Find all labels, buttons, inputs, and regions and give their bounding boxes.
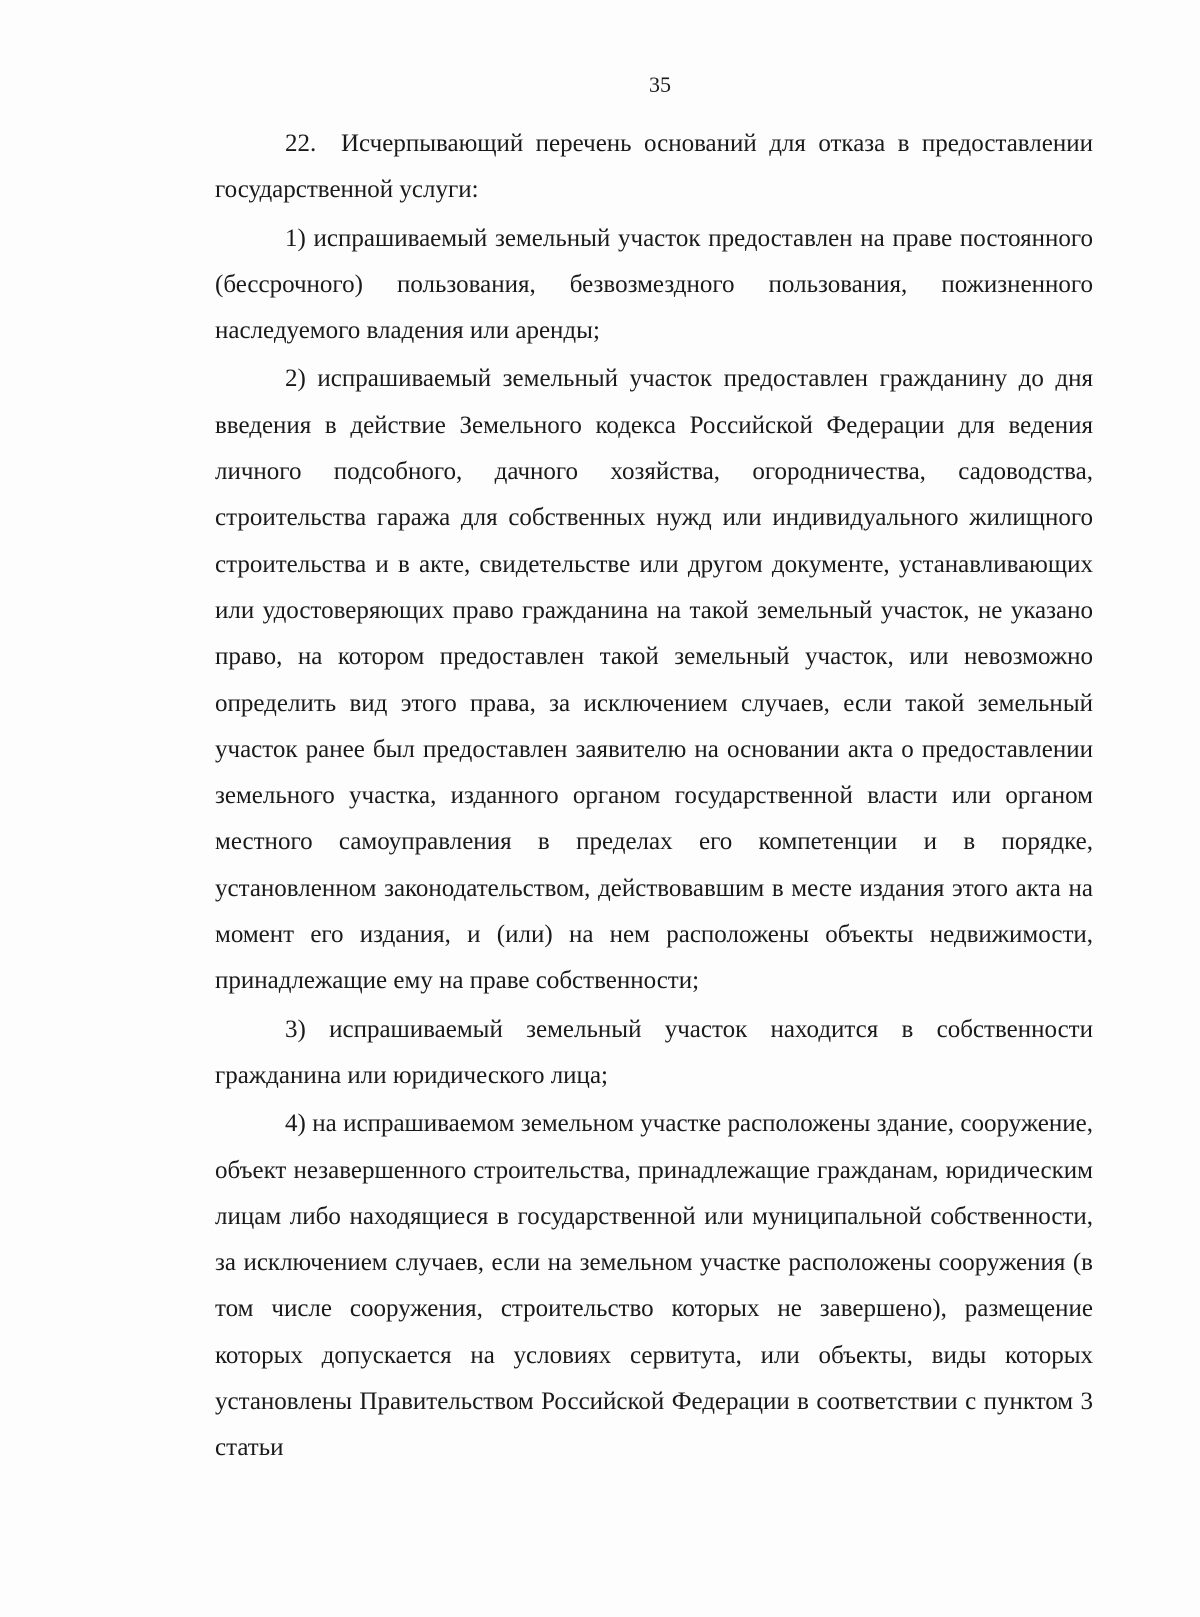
paragraph-number: 22. — [285, 130, 317, 157]
paragraph-text: Исчерпывающий перечень оснований для отказа в предоставлении государственной услуги: — [215, 130, 1093, 204]
paragraph-item-3: 3) испрашиваемый земельный участок находится в собственности гражданина или юридического лица; — [215, 1015, 1093, 1089]
paragraph-item-1: 1) испрашиваемый земельный участок предоставлен на праве постоянного (бессрочного) пользования, безвозмездного пользования, пожизненного наследуемого владения или аренды; — [215, 224, 1093, 345]
paragraph-item-4: 4) на испрашиваемом земельном участке расположены здание, сооружение, объект незавершенного строительства, принадлежащие гражданам, юридическим лицам либо находящиеся в государственной или муниципальной собственности, за исключением случаев, если на земельном участке расположены сооружения (в том числе сооружения, строительство которых не завершено), размещение которых допускается на условиях сервитута, или объекты, виды которых установлены Правительством Российской Федерации в соответствии с пунктом 3 статьи — [215, 1110, 1093, 1462]
paragraph-item-2: 2) испрашиваемый земельный участок предоставлен гражданину до дня введения в действие Земельного кодекса Российской Федерации для ведения личного подсобного, дачного хозяйства, огородничества, садоводства, строительства гаража для собственных нужд или индивидуального жилищного строительства и в акте, свидетельстве или другом документе, устанавливающих или удостоверяющих право гражданина на такой земельный участок, не указано право, на котором предоставлен такой земельный участок, или невозможно определить вид этого права, за исключением случаев, если такой земельный участок ранее был предоставлен заявителю на основании акта о предоставлении земельного участка, изданного органом государственной власти или органом местного самоуправления в пределах его компетенции и в порядке, установленном законодательством, действовавшим в месте издания этого акта на момент его издания, и (или) на нем расположены объекты недвижимости, принадлежащие ему на праве собственности; — [215, 365, 1093, 995]
document-body — [215, 121, 1093, 1474]
paragraph-22 — [215, 121, 1093, 214]
page-number: 35 — [649, 72, 671, 97]
